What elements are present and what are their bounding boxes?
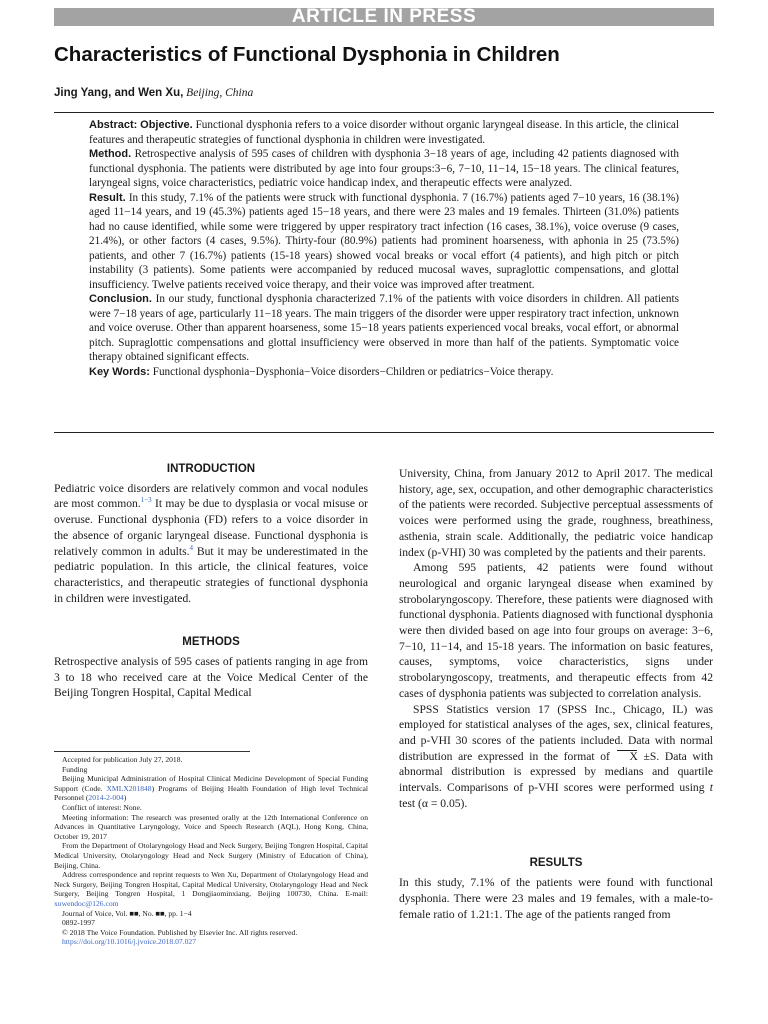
intro-text-b: It may be due to dysplasia or vocal misuse or overuse. Functional dysphonia (FD) refers to a voice disorder in the absence of organic laryngeal disease. Functional dysphonia is relatively common in adults. — [54, 497, 368, 558]
doi-link[interactable]: https://doi.org/10.1016/j.jvoice.2018.07.027 — [62, 937, 197, 947]
address-text: Address correspondence and reprint requests to Wen Xu, Department of Otolaryngology Head and Neck Surgery, Beijing Tongren Hospital, Capital Medical University, Otolaryngology Head and Neck Surgery, Beijing Tongren Hospital, 1 Dongjiaominxiang, Beijing 100730, China. E-mail: — [54, 870, 368, 899]
methods-paragraph-1: Retrospective analysis of 595 cases of patients ranging in age from 3 to 18 who received care at the Voice Medical Center of the Beijing Tongren Hospital, Capital Medical — [54, 655, 368, 700]
abstract-bottom-rule — [54, 432, 714, 433]
article-title: Characteristics of Functional Dysphonia in Children — [54, 43, 560, 66]
abstract-conclusion — [89, 292, 679, 365]
methods-paragraph-3 — [399, 702, 713, 812]
meeting-note: Meeting information: The research was presented orally at the 12th International Conference on Advances in Quantitative Laryngology, Voice and Speech Research (AQL), Hong Kong, China, October 19, 2017 — [54, 812, 368, 841]
address-note — [54, 870, 368, 908]
intro-text-a: Pediatric voice disorders are relatively common and vocal nodules are most common. — [54, 481, 368, 511]
keywords-text: Functional dysphonia−Dysphonia−Voice disorders−Children or pediatrics−Voice therapy. — [152, 365, 554, 378]
result-text: In this study, 7.1% of the patients were struck with functional dysphonia. 7 (16.7%) patients aged 7−10 years, 16 (38.1%) aged 11−14 years, and 19 (45.3%) patients aged 15−18 years, and there were 23 males and 19 females. Thirteen (31.0%) patients had no cause identified, while some were triggered by upper respiratory tract infection (16 cases, 38.1%), voice overuse (9 cases, 21.4%), or other factors (4 cases, 9.5%). Thirty-four (80.9%) patients had prominent hoarseness, with aphonia in 25 (73.5%) patients, and other 7 (16.7%) patients (15-18 years) showed vocal breaks or vocal effort (4 patients), and high pitch or pitch instability (3 patients). Some patients were accompanied by reduced mucosal waves, supraglottic compensations, and glottal insufficiency. Twelve patients received voice therapy, and their voice was improved after treatment. — [89, 191, 679, 291]
methods-paragraph-2: Among 595 patients, 42 patients were found without neurological and organic laryngeal disease when examined by strobolaryngoscopy. Therefore, these patients were diagnosed with functional dysphonia. Patients diagnosed with functional dysphonia were then divided based on age into four groups on average: 3−6, 7−10, 11−14, and 15-18 years. The information on basic features, causes, symptoms, voice characteristics, signs under strobolaryngoscopy, treatments, and therapeutic effects from 42 cases of dysphonia patients was subjected to correlation analysis. — [399, 561, 713, 700]
results-paragraph-1: In this study, 7.1% of the patients were found with functional dysphonia. There were 23 males and 19 females, with a male-to-female ratio of 1.21:1. The age of the patients ranged from — [399, 876, 713, 921]
funding-text-a: Beijing Municipal Administration of Hospital Clinical Medicine Development of Special Funding Support (Code. — [54, 774, 368, 793]
methods-stats-text-c: test (α = 0.05). — [399, 796, 468, 810]
abstract-result — [89, 191, 679, 293]
doi-note — [54, 937, 368, 947]
keywords-label: Key Words: — [89, 365, 150, 378]
funding-code-link[interactable]: XMLX201848 — [106, 783, 152, 793]
footnotes — [54, 751, 368, 947]
funding-code-link-2[interactable]: 2014-2-004 — [88, 793, 124, 803]
methods-paragraph-1-continued: University, China, from January 2012 to April 2017. The medical history, age, sex, occupation, and other demographic characteristics of the patients were recorded. Subjective perceptual assessments of voices were performed using the grade, roughness, breathiness, asthenia, strain scale. Additionally, the pediatric voice handicap index (p-VHI) 30 was completed by the patients and their parents. — [399, 467, 713, 559]
conclusion-label: Conclusion. — [89, 293, 152, 305]
right-column — [399, 466, 713, 922]
funding-text-b: ) Programs of Beijing Health Foundation of High level Technical Personnel ( — [54, 783, 368, 803]
author-location: Beijing, China — [186, 87, 254, 99]
funding-note — [54, 774, 368, 803]
issn: 0892-1997 — [62, 918, 95, 928]
funding-text-c: ) — [123, 793, 127, 803]
abstract — [89, 118, 679, 379]
author-line — [54, 86, 714, 101]
reference-link[interactable]: 1−3 — [140, 496, 152, 505]
methods-stats-text-a: SPSS Statistics version 17 (SPSS Inc., Chicago, IL) was employed for statistical analyses of the ages, sex, clinical features, and p-VHI 30 scores of the patients included. Data with normal distribution are expressed in the format of — [399, 702, 713, 763]
method-text: Retrospective analysis of 595 cases of children with dysphonia 3−18 years of age, including 42 patients diagnosed with functional dysphonia. The patients were distributed by age into four groups:3−6, 7−10, 11−14, 15−18 years. The clinical features, laryngeal signs, voice characteristics, pediatric voice handicap index, and therapeutic effects were analyzed. — [89, 148, 679, 189]
conclusion-text: In our study, functional dysphonia characterized 7.1% of the patients with voice disorders in children. All patients were 7−18 years of age, particularly 11−18 years. The main triggers of the disorder were upper respiratory tract infection, unknown and voice overuse. Other than apparent hoarseness, some 15−18 years patients experienced vocal breaks, vocal effort, or abnormal pitch. Supraglottic compensations and glottal insufficiency were observed in more than half of the patients. Symptomatic voice therapy obtained significant effects. — [89, 293, 679, 363]
intro-text-c: But it may be underestimated in the pediatric population. In this article, the clinical features, voice characteristics, and therapeutic strategies of functional dysphonia in children were investigated. — [54, 544, 368, 605]
funding-label: Funding — [62, 764, 88, 774]
objective-text: Functional dysphonia refers to a voice disorder without organic laryngeal disease. In this article, the clinical features and therapeutic strategies of functional dysphonia in children were investigated. — [89, 119, 680, 146]
results-heading: RESULTS — [529, 857, 583, 870]
copyright: © 2018 The Voice Foundation. Published by Elsevier Inc. All rights reserved. — [62, 927, 298, 937]
author-names: Jing Yang, and Wen Xu, — [54, 87, 184, 99]
abstract-keywords — [89, 365, 679, 380]
methods-stats-text-b: ±S. Data with abnormal distribution is expressed by medians and quartile intervals. Comparisons of p-VHI scores were performed using — [399, 749, 713, 795]
affiliation-note: From the Department of Otolaryngology Head and Neck Surgery, Beijing Tongren Hospital, Capital Medical University, Otolaryngology Head and Neck Surgery (Ministry of Education of China), Beijing, China. — [54, 841, 368, 870]
objective-label: Objective. — [140, 119, 193, 131]
abstract-method — [89, 147, 679, 191]
t-symbol: t — [709, 781, 713, 795]
abstract-top-rule — [54, 112, 714, 113]
email-link[interactable]: xuwendoc@126.com — [54, 898, 119, 908]
abstract-objective — [89, 118, 679, 147]
method-label: Method. — [89, 148, 132, 160]
abstract-label: Abstract: — [89, 119, 138, 131]
footnote-rule — [54, 751, 250, 752]
introduction-heading: INTRODUCTION — [166, 463, 256, 475]
article-in-press-banner: ARTICLE IN PRESS — [54, 8, 714, 26]
accepted-note: Accepted for publication July 27, 2018. — [62, 755, 183, 764]
methods-heading: METHODS — [182, 636, 240, 649]
introduction-paragraph — [54, 481, 368, 607]
mean-symbol: X — [616, 749, 638, 765]
journal-info: Journal of Voice, Vol. ■■, No. ■■, pp. 1−4 — [62, 908, 192, 918]
conflict-note: Conflict of interest: None. — [62, 802, 142, 812]
left-column — [54, 462, 368, 701]
result-label: Result. — [89, 191, 126, 204]
reference-link[interactable]: 4 — [189, 543, 193, 552]
